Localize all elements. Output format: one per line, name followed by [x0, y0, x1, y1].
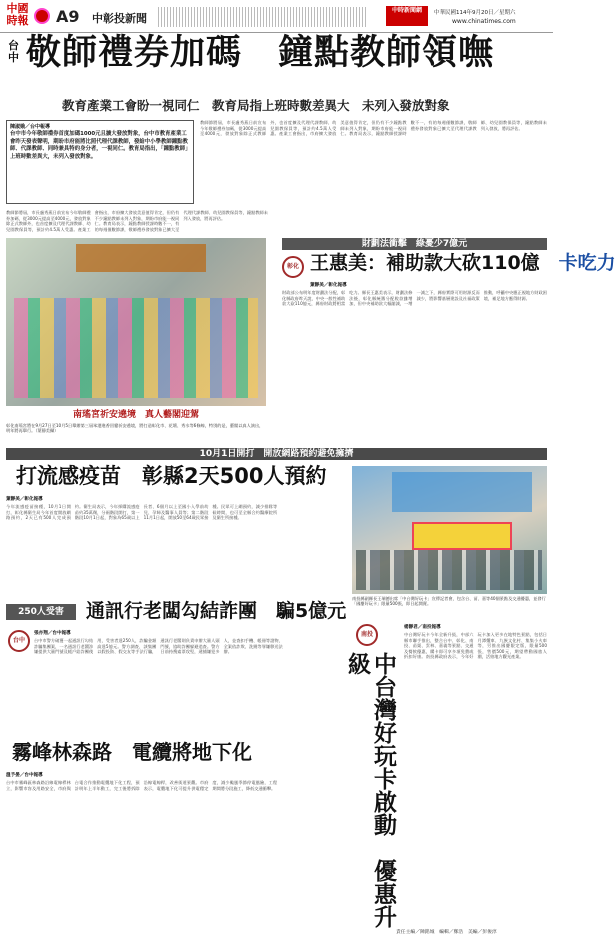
masthead — [0, 0, 553, 33]
story1-headline: 敬師禮券加碼 鐘點教師領嘸 — [26, 33, 495, 73]
story5-reporter: 楊靜君／南投報導 — [404, 625, 441, 630]
story4-reporter: 葉靜美／彰化報導 — [6, 497, 43, 502]
event-people — [356, 550, 542, 590]
newspaper-logo — [4, 3, 31, 30]
story2-reporter: 葉靜美／彰化報導 — [310, 283, 347, 288]
story4-headline: 打流感疫苗 彰縣2天500人預約 — [16, 464, 327, 488]
story3-caption: 彰化南瑤宮將在9月27日至10月5日舉辦第三屆笨港進香回鑾祈安遶境，將打造彰化市、花壇、秀水等6條線，特別的是，藝閣以真人演出，明年將再舉行。（葉靜美攝） — [6, 423, 264, 434]
story2-headline-a: 王惠美：補助款大砍110億 — [310, 252, 559, 274]
story5-label-badge — [356, 624, 378, 646]
story6-label: 台中 — [12, 637, 25, 644]
barcode-pattern — [158, 7, 368, 27]
story1-body-left: 教師節將屆，市長盧秀燕日前宣布今年敬師禮券加碼，從3000元提高至4000元，發放對象除正式教師外，也首度擴及代理代課教師、幼兒園教保員等，預計約4.5萬人受惠。產業工會指出，市府擴大發放美意值得肯定，但仍有不少鐘點教師未列入對象，期盼市府能一視同仁。教育局表示，鐘點教師授課時數不一，有的每週僅數節課，敬師禮券發放對象已擴大至代理代課教師、幼兒園教保員等，鐘點教師未列入發放，將再評估。 — [6, 210, 268, 232]
page-number: A9 — [56, 7, 80, 26]
issue-date: 中華民國114年9月20日／星期六 — [434, 10, 516, 16]
story7-reporter: 溫予晏／台中報導 — [6, 773, 43, 778]
story2-headline-b: 卡吃力 — [558, 252, 616, 274]
story2-label-badge — [282, 256, 304, 278]
story1-label: 台中 — [8, 39, 19, 64]
story6-body: 台中市警方破獲一起通訊行勾結詐騙集團案，一名通訊行老闆涉嫌提供大量門號及帳戶給詐團使用，受害者達250人，詐騙金額高達5億元。警方調查，該集團以假投資、假交友等手法行騙，通訊行老闆則負責申辦大量人頭門號，協助詐團躲避追查。警方日前持搜索票攻堅，逮捕嫌犯多人，並查扣手機、帳冊等證物，全案依詐欺、洗錢等罪嫌移送法辦。 — [34, 638, 283, 655]
story5-headline: 中台灣好玩卡啟動 優惠升級 — [344, 652, 396, 928]
story6-banner: 250人受害 — [6, 604, 76, 620]
story2-headline — [310, 254, 616, 273]
section-name: 中彰投新聞 — [92, 12, 147, 25]
emblem-icon — [34, 8, 50, 24]
procession-photo — [6, 238, 266, 406]
story5-body: 中台灣好玩卡今年全新升級，中部六縣市聯手推出，整合台中、彰化、南投、苗栗、雲林、嘉義等景點、交通及餐飲優惠，購卡即可享多項免費或折扣好康。南投縣政府表示，今年好玩卡加入更多在地特色景點，包括日月潭纜車、九族文化村、集集小火車等，另推出國慶限定版，限量500張，售價500元，期望帶動國旅人潮，活絡地方觀光產業。 — [404, 632, 547, 660]
press-event-photo — [352, 466, 547, 594]
story6-headline: 通訊行老闆勾結詐團 騙5億元 — [86, 600, 347, 622]
footer-credits: 責任主編／陳銘城 編輯／鄭浩 美編／彭俊淳 — [396, 930, 497, 935]
right-logo: 中時新聞網 — [386, 6, 428, 26]
story7-headline: 霧峰林森路 電纜將地下化 — [12, 740, 252, 764]
procession-banner — [76, 244, 206, 272]
story5-caption: 南投縣副縣長王瑞德出席「中台灣好玩卡」宣傳記者會，包含台、苗、嘉等40個景點及交通優惠，並發行「國慶好玩卡」限量500張，即日起開賣。 — [352, 596, 546, 607]
story3-caption-title: 南瑤宮祈安遶境 真人藝閣迎駕 — [6, 408, 266, 422]
story7-body: 台中市霧峰區林森路沿線電線桿林立，影響市容及用路安全，市府與台電合作推動電纜地下化工程，預計明年上半年動工，完工後將拆除沿線電線桿，改善街道景觀。市府表示，電纜地下化可提升供電穩定度，減少颱風季節停電風險，工程期間將分段施工，降低交通衝擊。 — [6, 780, 278, 791]
story2-banner: 財劃法衝擊 綠憂少7億元 — [282, 238, 547, 250]
story1-body-right: 教師節將屆，市長盧秀燕日前宣布今年敬師禮券加碼，從3000元提高至4000元，發放對象除正式教師外，也首度擴及代理代課教師、幼兒園教保員等，預計約4.5萬人受惠。產業工會指出，市府擴大發放美意值得肯定，但仍有不少鐘點教師未列入對象，期盼市府能一視同仁。教育局表示，鐘點教師授課時數不一，有的每週僅數節課，敬師禮券發放對象已擴大至代理代課教師、幼兒園教保員等，鐘點教師未列入發放，將再評估。 — [200, 120, 547, 137]
logo-line2: 時報 — [6, 14, 29, 27]
story1-lead-box — [6, 120, 194, 204]
logo-line1: 中國 — [6, 2, 29, 15]
event-backdrop — [392, 472, 532, 512]
event-sign — [412, 522, 512, 550]
story5-label: 南投 — [360, 631, 373, 638]
story4-body: 今年流感疫苗接種，10月1日開打，彰化縣衛生局今年首度開放網路預約，2天已有500人完成預約。衛生局表示，今年採購流感疫苗約35萬劑，分兩階段開打，第一階段10月1日起，對象為65歲以上長者、6個月以上至國小入學前幼兒、孕婦及醫事人員等；第二階段11月1日起，開放50至64歲民眾接種。民眾可上網預約，減少排隊等候時間，也可至全縣合約醫療院所及衛生所接種。 — [6, 504, 278, 521]
site-url: www.chinatimes.com — [452, 18, 516, 25]
story6-reporter: 張亦翔／台中報導 — [34, 631, 71, 636]
story2-body: 財政部公布明年度財劃法分配，彰化縣政府昨天說，中央一般性補助款大砍110億元，縣府財政將相當吃力。縣長王惠美表示，財劃法修法後，彰化縣統籌分配稅款雖增加，但中央補助款大幅縮減，一增一減之下，縣府實際可用財源反而減少，將影響基層建設及社福政策推動，呼籲中央應正視地方財政困境，補足地方應得財源。 — [282, 290, 547, 307]
crowd-figures — [14, 298, 258, 398]
story2-label: 彰化 — [286, 263, 299, 270]
story6-label-badge — [8, 630, 30, 652]
story4-banner: 10月1日開打 開放網路預約避免擁擠 — [6, 448, 547, 460]
story1-lead: 台中市今年敬師禮券首度加碼1000元且擴大發放對象，台中市教育產業工會昨天發表聲明，期盼市府能將比照代理代課教師，發給中小學教師鐘點教師、代課教師、同時兼具特約身分者，一視同仁。教育局指出，「鐘點教師」上班時數差異大，未列入發放對象。 — [10, 131, 188, 160]
story1-subhead: 教育產業工會盼一視同仁 教育局指上班時數差異大 未列入發放對象 — [62, 98, 450, 113]
story1-reporter: 陳淑娥／台中報導 — [10, 124, 51, 130]
